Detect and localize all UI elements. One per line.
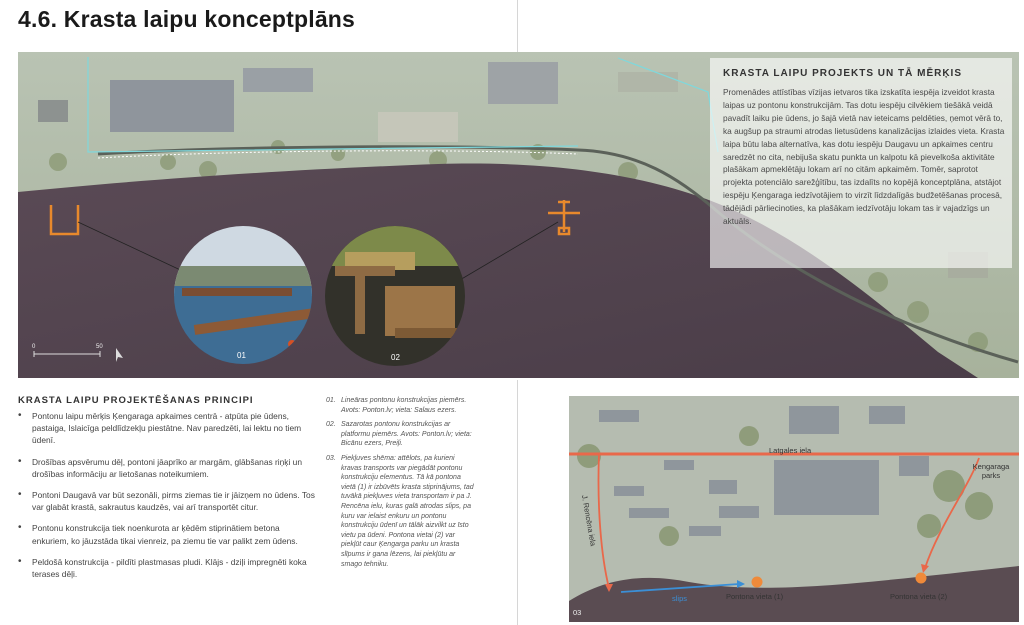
- principle-item: • Peldošā konstrukcija - pildīti plastmasas pludi. Klājs - dziļi impregnēti koka terases dēļi.: [18, 556, 318, 580]
- park-label: Ķengaraga parks: [972, 462, 1010, 480]
- slips-label: slips: [672, 594, 688, 603]
- scale-label-0: 0: [32, 344, 36, 350]
- note-item: 02. Sazarotas pontonu konstrukcijas ar platformu piemērs. Avots: Ponton.lv; vieta: Bicānu ezers, Preiļi.: [326, 421, 472, 448]
- principle-item: • Pontonu konstrukcija tiek noenkurota ar ķēdēm stiprinātiem betona enkuriem, ko jāuzstāda tikai vienreiz, pa ziemu tie var palikt zem ūdens.: [18, 522, 318, 546]
- note-item: 03. Piekļuves shēma: attēlots, pa kurieni kravas transports var piegādāt pontonu konstrukciju elementus. Tā kā pontona vietā (1) ir izbūvēts krasta stiprinājums, tad tuvākā piekļuves vieta transportam ir pa J. Rencēna ielu, kuras galā atrodas slips, pa kuru var ielaist enkuru un pontonu konstrukciju ūdenī un tālāk aizvilkt uz īsto vietu pa ūdeni. Pontona vietai (2) var piekļūt caur Ķengarga parku un krasta slīpums ir gana lēzens, lai piekļūtu ar smago tehniku.: [326, 454, 474, 568]
- photo-number: 01: [237, 351, 246, 360]
- scale-label-50: 50: [96, 344, 103, 350]
- note-item: 01. Lineāras pontonu konstrukcijas piemērs. Avots: Ponton.lv; vieta: Salaus ezers.: [326, 397, 467, 414]
- principles-heading: KRASTA LAIPU PROJEKTĒŠANAS PRINCIPI: [18, 395, 254, 406]
- principle-item: • Pontonu laipu mērķis Ķengaraga apkaimes centrā - atpūta pie ūdens, pastaiga, Islaicīga peldlīdzekļu piestātne. Nav paredzēti, lai lektu no tiem ūdenī.: [18, 410, 318, 447]
- figure-notes: [326, 396, 474, 574]
- access-map-graphic: [569, 396, 1019, 622]
- pontoon-site-2-marker: [916, 573, 927, 584]
- page-fold-divider: [517, 0, 518, 52]
- principle-item: • Drošības apsvērumu dēļ, pontoni jāaprīko ar margām, glābšanas riņķi un drošības informāciju ar lietošanas noteikumiem.: [18, 456, 318, 480]
- project-heading: KRASTA LAIPU PROJEKTS UN TĀ MĒRĶIS: [723, 68, 963, 79]
- pontoon-site-1-marker: [752, 577, 763, 588]
- photo-linear-pontoon: [174, 226, 312, 364]
- photo-number: 02: [391, 353, 400, 362]
- street-label: Latgales iela: [769, 446, 812, 455]
- page-fold-divider-lower: [517, 380, 518, 625]
- pontoon-site-2-label: Pontona vieta (2): [890, 592, 948, 601]
- rencena-street-label: J. Rencēna iela: [579, 494, 598, 547]
- project-description: Promenādes attīstības vīzijas ietvaros tika izskatīta iespēja izveidot krasta laipas uz pontonu konstrukcijām. Tas dotu iespēju cilvēkiem tiešākā veidā pavadīt laiku pie ūdens, jo šajā vietā nav ieteicams peldēties, ņemot vērā to, ka augšup pa straumi atrodas lietusūdens kanalizācijas izlaides vieta. Krasta laipa būtu laba alternatīva, kas dotu iespēju Daugavu un apkaimes centru saredzēt no cita, nebijuša skatu punkta un kalpotu kā pievelkoša aktivitāte plašākam apmeklētāju lokam arī no citām apkaimēm. Tomēr, saprotot projekta potenciālo sarežģītību, tas izdalīts no kopējā konceptplāna, atstājot iespēju Ķengaraga iedzīvotājiem to virzīt līdzdalīgās budžetēšanas procesā, tādējādi pārliecinoties, ka plašākam iedzīvotāju lokam tas ir vajadzīgs un aktuāls.: [723, 87, 1005, 227]
- principles-list: [18, 410, 318, 589]
- pontoon-site-1-label: Pontona vieta (1): [726, 592, 784, 601]
- figure-number: 03: [573, 608, 582, 617]
- page-title: 4.6. Krasta laipu konceptplāns: [18, 6, 356, 32]
- photo-branched-pontoon: [325, 226, 465, 366]
- principle-item: • Pontoni Daugavā var būt sezonāli, pirms ziemas tie ir jāizņem no ūdens. Tos var glabāt krastā, sakrautus kaudzēs, vai arī transportēt citur.: [18, 489, 318, 513]
- access-map: [569, 396, 1019, 622]
